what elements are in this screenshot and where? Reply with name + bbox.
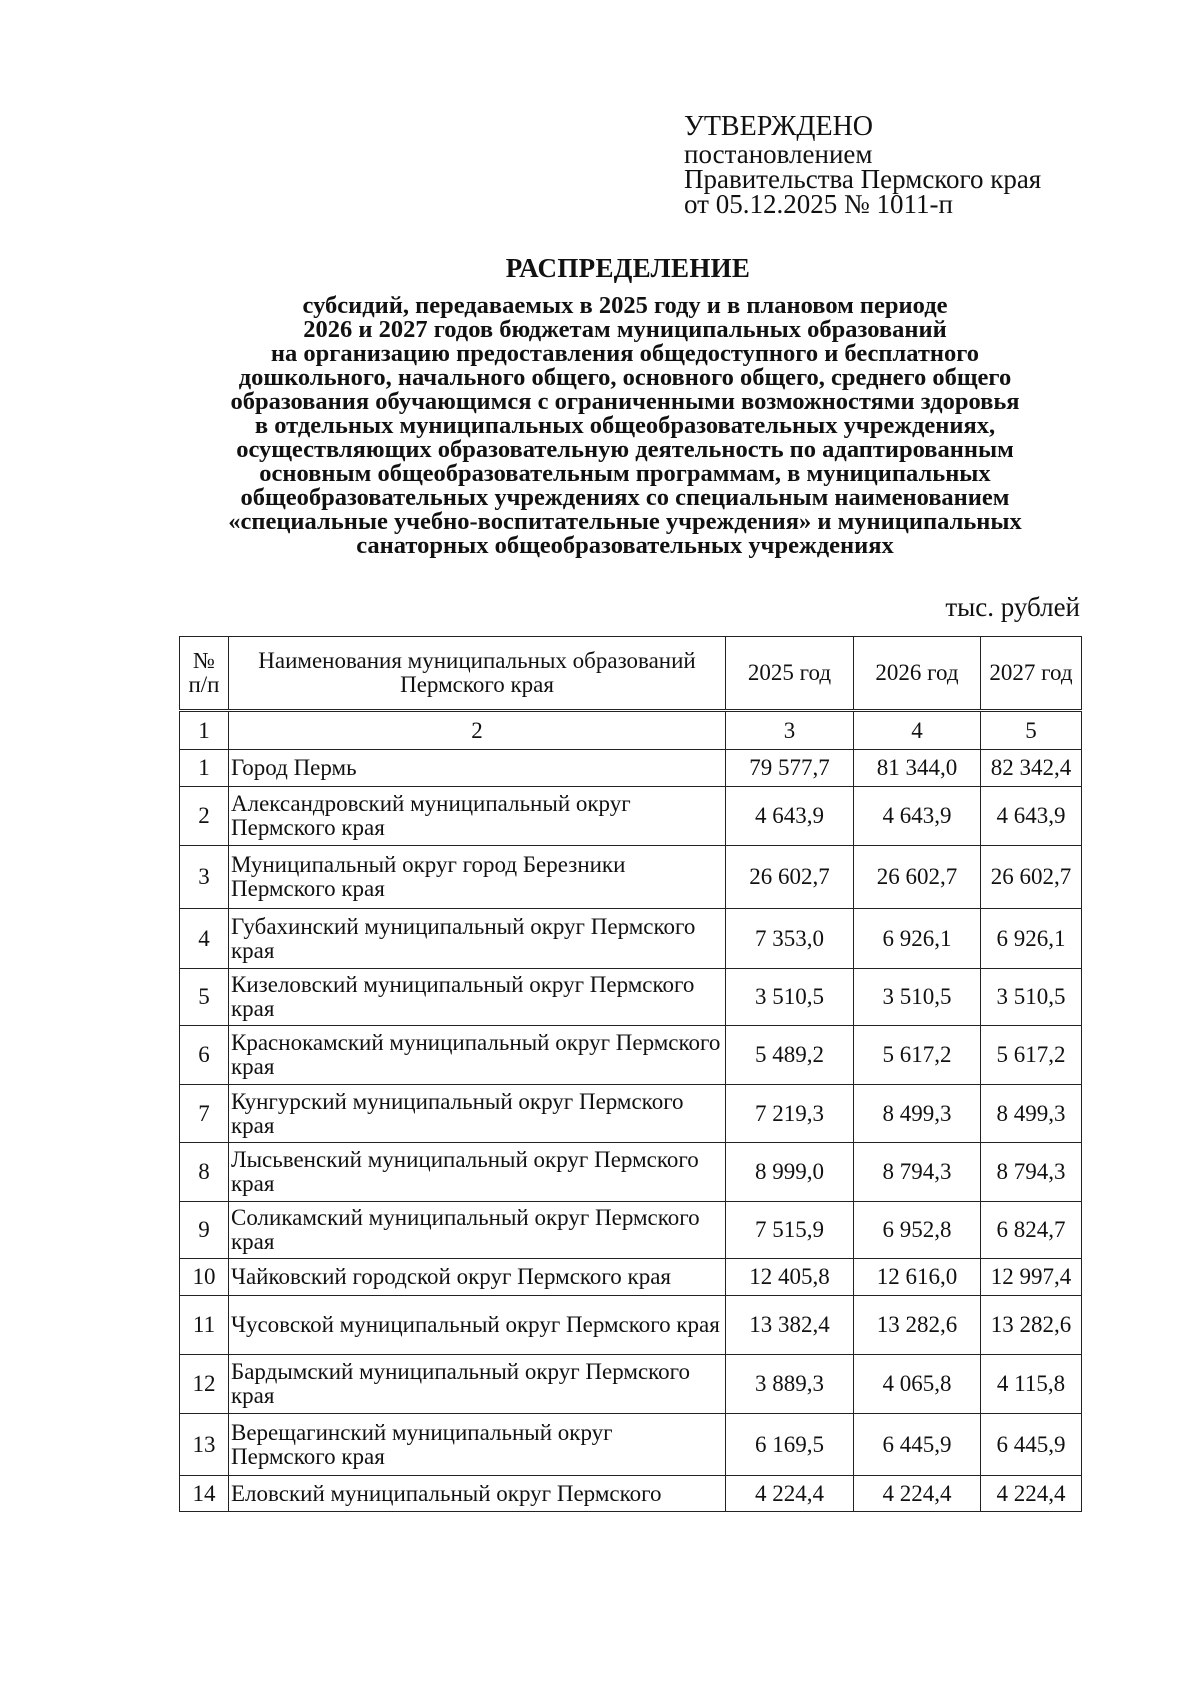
- value-2027: 3 510,5: [981, 969, 1082, 1026]
- value-2027: 6 926,1: [981, 909, 1082, 969]
- subtitle-line: дошкольного, начального общего, основного общего, среднего общего: [238, 364, 1012, 391]
- table-row: [180, 1296, 1082, 1355]
- row-number: 7: [180, 1085, 229, 1143]
- row-number: 3: [180, 846, 229, 909]
- municipality-name: Кунгурский муниципальный округ Пермского края: [229, 1085, 726, 1143]
- value-2026: 6 952,8: [854, 1202, 981, 1259]
- table-row: [180, 1259, 1082, 1296]
- row-number: 5: [180, 969, 229, 1026]
- value-2027: 4 224,4: [981, 1476, 1082, 1512]
- subtitle-line: санаторных общеобразовательных учреждениях: [356, 532, 894, 559]
- value-2026: 13 282,6: [854, 1296, 981, 1355]
- column-number: 1: [180, 711, 229, 750]
- column-number: 3: [726, 711, 854, 750]
- value-2026: 26 602,7: [854, 846, 981, 909]
- approval-line-2: Правительства Пермского края: [684, 164, 1042, 194]
- table-row: [180, 787, 1082, 846]
- table-row: [180, 750, 1082, 787]
- subtitle-line: на организацию предоставления общедоступного и бесплатного: [270, 340, 980, 367]
- table-row: [180, 969, 1082, 1026]
- distribution-table: [179, 636, 1082, 1512]
- column-number: 2: [229, 711, 726, 750]
- header-2025: 2025 год: [726, 637, 854, 711]
- municipality-name: Бардымский муниципальный округ Пермского края: [229, 1355, 726, 1414]
- row-number: 14: [180, 1476, 229, 1512]
- municipality-name: Чусовской муниципальный округ Пермского края: [229, 1296, 726, 1355]
- municipality-name: Кизеловский муниципальный округ Пермского края: [229, 969, 726, 1026]
- value-2026: 4 065,8: [854, 1355, 981, 1414]
- approval-block: [684, 112, 1041, 217]
- municipality-name: Город Пермь: [229, 750, 726, 787]
- approval-line-1: постановлением: [684, 139, 873, 169]
- table-row: [180, 1355, 1082, 1414]
- value-2026: 81 344,0: [854, 750, 981, 787]
- header-name: Наименования муниципальных образований Пермского края: [229, 637, 726, 711]
- table-row: [180, 1476, 1082, 1512]
- value-2027: 26 602,7: [981, 846, 1082, 909]
- table-row: [180, 1085, 1082, 1143]
- municipality-name: Губахинский муниципальный округ Пермского края: [229, 909, 726, 969]
- subtitle-line: осуществляющих образовательную деятельность по адаптированным: [236, 436, 1014, 463]
- value-2025: 12 405,8: [726, 1259, 854, 1296]
- municipality-name: Верещагинский муниципальный округ Пермского края: [229, 1414, 726, 1476]
- value-2026: 12 616,0: [854, 1259, 981, 1296]
- value-2025: 3 510,5: [726, 969, 854, 1026]
- table-row: [180, 909, 1082, 969]
- row-number: 13: [180, 1414, 229, 1476]
- row-number: 12: [180, 1355, 229, 1414]
- value-2025: 8 999,0: [726, 1143, 854, 1202]
- value-2027: 4 643,9: [981, 787, 1082, 846]
- row-number: 1: [180, 750, 229, 787]
- table-row: [180, 1143, 1082, 1202]
- row-number: 6: [180, 1026, 229, 1085]
- municipality-name: Краснокамский муниципальный округ Пермского края: [229, 1026, 726, 1085]
- approval-line-3: от 05.12.2025 № 1011-п: [684, 189, 953, 219]
- subtitle-line: образования обучающимся с ограниченными возможностями здоровья: [230, 388, 1020, 415]
- table-row: [180, 1414, 1082, 1476]
- approval-heading: УТВЕРЖДЕНО: [684, 111, 874, 142]
- value-2026: 4 224,4: [854, 1476, 981, 1512]
- column-number: 5: [981, 711, 1082, 750]
- value-2027: 12 997,4: [981, 1259, 1082, 1296]
- table-row: [180, 1026, 1082, 1085]
- value-2027: 6 445,9: [981, 1414, 1082, 1476]
- value-2025: 7 219,3: [726, 1085, 854, 1143]
- value-2025: 7 353,0: [726, 909, 854, 969]
- municipality-name: Александровский муниципальный округ Пермского края: [229, 787, 726, 846]
- subtitle-line: субсидий, передаваемых в 2025 году и в плановом периоде: [302, 292, 948, 319]
- municipality-name: Муниципальный округ город Березники Пермского края: [229, 846, 726, 909]
- subtitle-line: в отдельных муниципальных общеобразовательных учреждениях,: [254, 412, 996, 439]
- table-row: [180, 1202, 1082, 1259]
- subtitle-line: «специальные учебно-воспитательные учреждения» и муниципальных: [228, 508, 1022, 535]
- units-label: тыс. рублей: [945, 592, 1080, 622]
- value-2027: 5 617,2: [981, 1026, 1082, 1085]
- value-2027: 82 342,4: [981, 750, 1082, 787]
- value-2027: 8 794,3: [981, 1143, 1082, 1202]
- value-2025: 7 515,9: [726, 1202, 854, 1259]
- table-row: [180, 846, 1082, 909]
- value-2025: 5 489,2: [726, 1026, 854, 1085]
- row-number: 10: [180, 1259, 229, 1296]
- value-2027: 6 824,7: [981, 1202, 1082, 1259]
- municipality-name: Чайковский городской округ Пермского края: [229, 1259, 726, 1296]
- document-subtitle: [160, 294, 1090, 558]
- row-number: 2: [180, 787, 229, 846]
- value-2025: 4 643,9: [726, 787, 854, 846]
- row-number: 4: [180, 909, 229, 969]
- value-2025: 4 224,4: [726, 1476, 854, 1512]
- subtitle-line: 2026 и 2027 годов бюджетам муниципальных образований: [303, 316, 947, 343]
- value-2025: 79 577,7: [726, 750, 854, 787]
- subtitle-line: общеобразовательных учреждениях со специальным наименованием: [240, 484, 1010, 511]
- value-2026: 8 499,3: [854, 1085, 981, 1143]
- header-2027: 2027 год: [981, 637, 1082, 711]
- municipality-name: Еловский муниципальный округ Пермского: [229, 1476, 726, 1512]
- value-2027: 8 499,3: [981, 1085, 1082, 1143]
- value-2026: 8 794,3: [854, 1143, 981, 1202]
- value-2025: 3 889,3: [726, 1355, 854, 1414]
- value-2026: 3 510,5: [854, 969, 981, 1026]
- column-numbering-row: [180, 711, 1082, 750]
- value-2025: 6 169,5: [726, 1414, 854, 1476]
- value-2026: 6 445,9: [854, 1414, 981, 1476]
- document-title: РАСПРЕДЕЛЕНИЕ: [505, 253, 751, 283]
- value-2027: 13 282,6: [981, 1296, 1082, 1355]
- subtitle-line: основным общеобразовательным программам, в муниципальных: [259, 460, 991, 487]
- value-2026: 6 926,1: [854, 909, 981, 969]
- row-number: 8: [180, 1143, 229, 1202]
- value-2025: 13 382,4: [726, 1296, 854, 1355]
- municipality-name: Соликамский муниципальный округ Пермского края: [229, 1202, 726, 1259]
- header-2026: 2026 год: [854, 637, 981, 711]
- table-header-row: [180, 637, 1082, 711]
- value-2025: 26 602,7: [726, 846, 854, 909]
- value-2026: 5 617,2: [854, 1026, 981, 1085]
- value-2026: 4 643,9: [854, 787, 981, 846]
- row-number: 9: [180, 1202, 229, 1259]
- column-number: 4: [854, 711, 981, 750]
- row-number: 11: [180, 1296, 229, 1355]
- value-2027: 4 115,8: [981, 1355, 1082, 1414]
- municipality-name: Лысьвенский муниципальный округ Пермского края: [229, 1143, 726, 1202]
- header-number: № п/п: [180, 637, 229, 711]
